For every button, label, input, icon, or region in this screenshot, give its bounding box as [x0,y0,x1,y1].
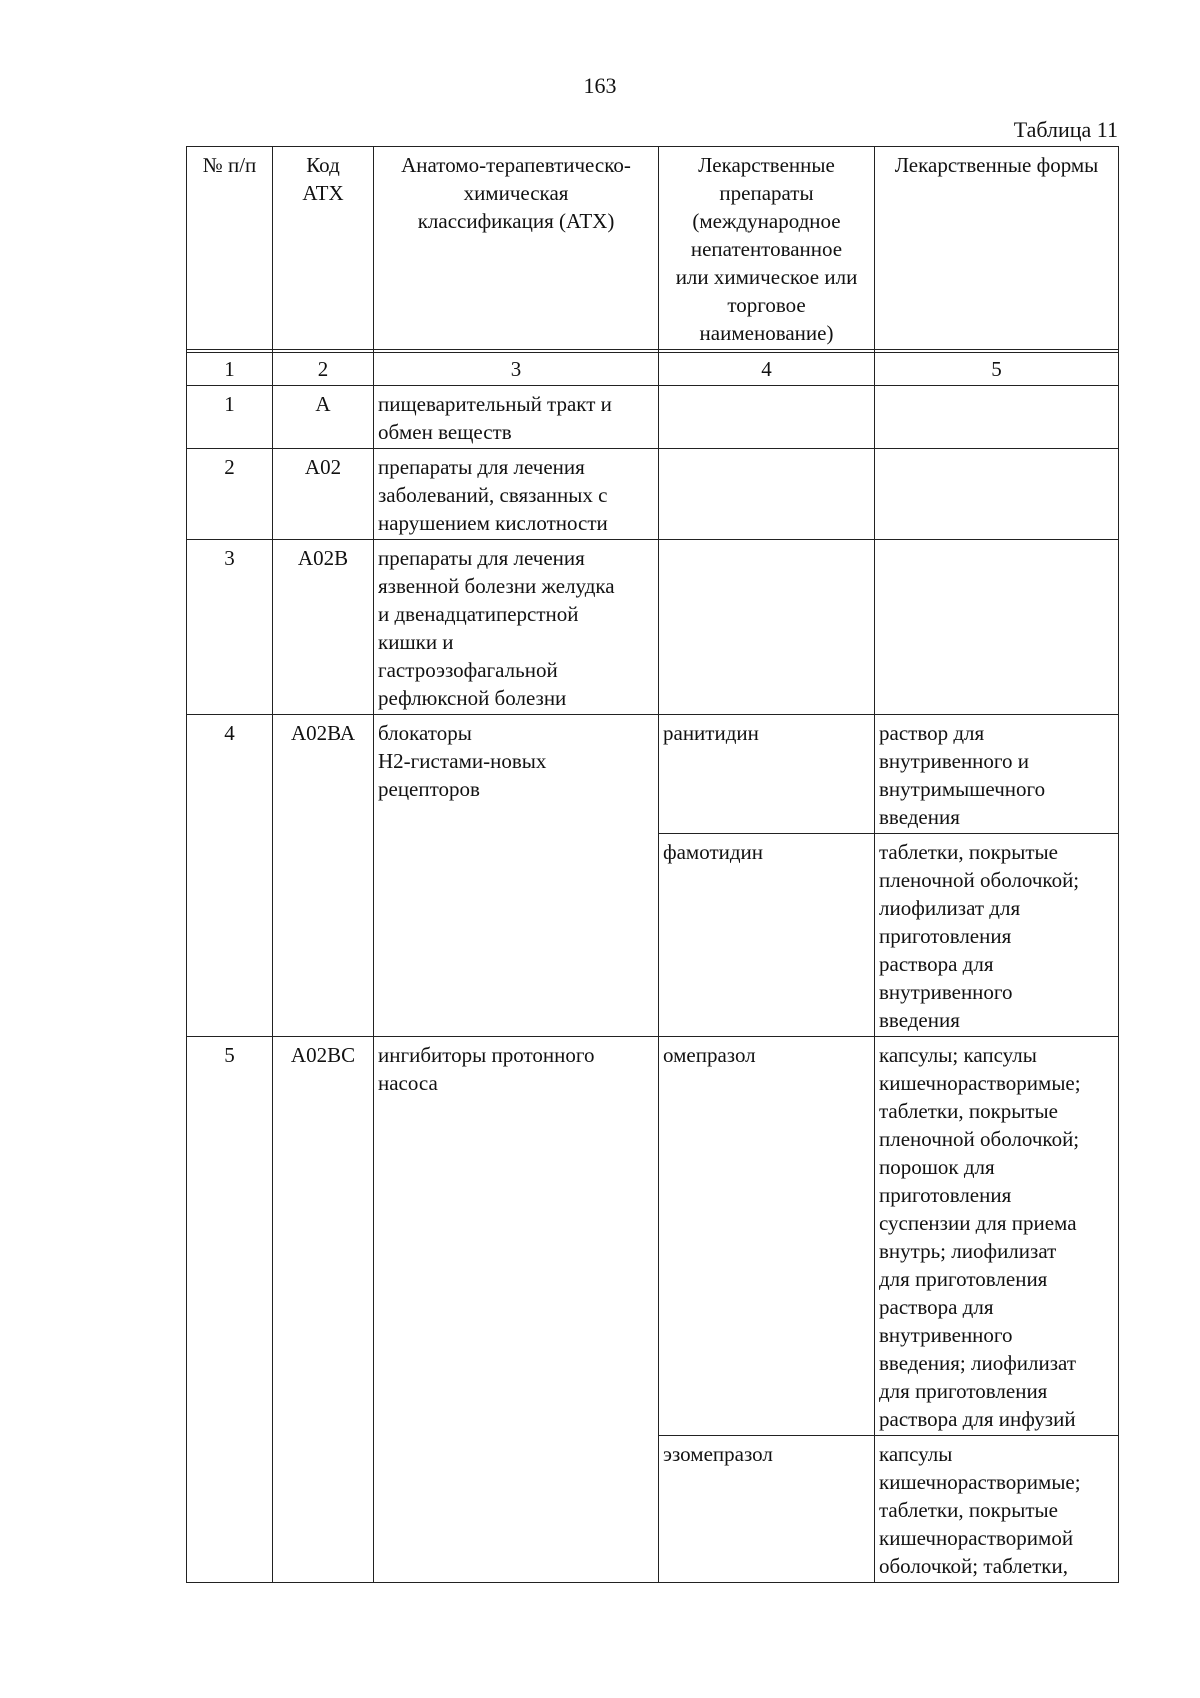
atc-classification: ингибиторы протонного насоса [374,1037,659,1583]
header-dosage-forms: Лекарственные формы [875,147,1119,350]
table-row [187,449,1119,540]
dosage-forms: капсулы кишечнорастворимые; таблетки, покрытые кишечнорастворимой оболочкой; таблетки, [875,1436,1119,1583]
dosage-forms: раствор для внутривенного и внутримышечного введения [875,715,1119,834]
drug-name [659,386,875,449]
column-number-row [187,353,1119,386]
row-number: 5 [187,1037,273,1583]
header-number: № п/п [187,147,273,350]
atc-classification: препараты для лечения заболеваний, связанных с нарушением кислотности [374,449,659,540]
atc-table [186,146,1119,1583]
column-number: 2 [273,353,374,386]
column-number: 5 [875,353,1119,386]
drug-name: фамотидин [659,834,875,1037]
atc-classification: пищеварительный тракт и обмен веществ [374,386,659,449]
table-caption: Таблица 11 [1013,117,1118,142]
header-atc-classification: Анатомо-терапевтическо- химическая классификация (АТХ) [374,147,659,350]
row-number: 2 [187,449,273,540]
row-number: 3 [187,540,273,715]
dosage-forms [875,386,1119,449]
row-number: 1 [187,386,273,449]
table-row [187,1037,1119,1436]
drug-name [659,540,875,715]
dosage-forms [875,449,1119,540]
atc-code: А02ВС [273,1037,374,1583]
atc-code: А02 [273,449,374,540]
table-row [187,715,1119,834]
atc-code: А02ВА [273,715,374,1037]
dosage-forms [875,540,1119,715]
drug-name: эзомепразол [659,1436,875,1583]
atc-code: А [273,386,374,449]
atc-code: А02В [273,540,374,715]
drug-name: ранитидин [659,715,875,834]
column-number: 3 [374,353,659,386]
dosage-forms: капсулы; капсулы кишечнорастворимые; таблетки, покрытые пленочной оболочкой; порошок для приготовления суспензии для приема внутрь; лиофилизат для приготовления раствора для внутривенного введения; лиофилизат для приготовления раствора для инфузий [875,1037,1119,1436]
drug-name [659,449,875,540]
header-row [187,147,1119,350]
table-row [187,386,1119,449]
atc-classification: блокаторы Н2-гистами-новых рецепторов [374,715,659,1037]
row-number: 4 [187,715,273,1037]
header-drugs: Лекарственные препараты (международное непатентованное или химическое или торговое наименование) [659,147,875,350]
column-number: 1 [187,353,273,386]
drug-name: омепразол [659,1037,875,1436]
page-number: 163 [583,73,617,98]
column-number: 4 [659,353,875,386]
header-atc-code: Код АТХ [273,147,374,350]
table-row [187,540,1119,715]
dosage-forms: таблетки, покрытые пленочной оболочкой; лиофилизат для приготовления раствора для внутривенного введения [875,834,1119,1037]
atc-classification: препараты для лечения язвенной болезни желудка и двенадцатиперстной кишки и гастроэзофагальной рефлюксной болезни [374,540,659,715]
